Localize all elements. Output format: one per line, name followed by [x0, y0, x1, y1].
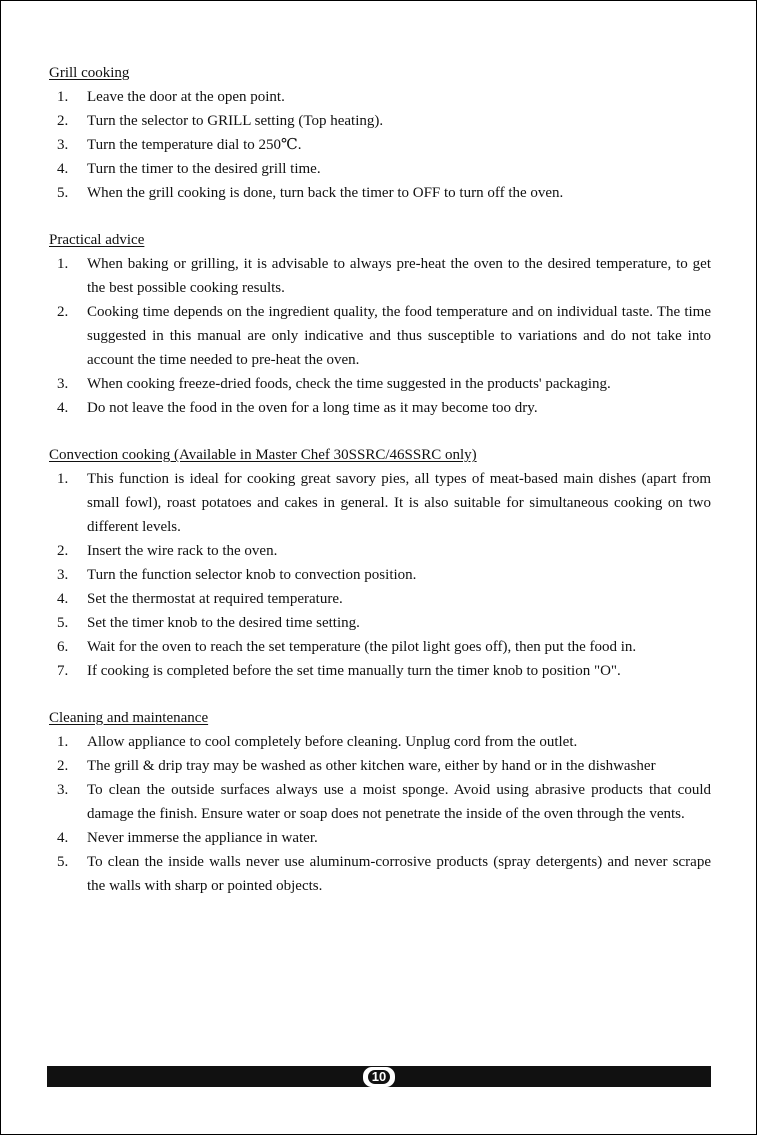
step-text: Turn the selector to GRILL setting (Top heating).	[87, 113, 384, 129]
step-number: 1.	[57, 734, 69, 750]
step-text: Set the thermostat at required temperature.	[87, 591, 343, 607]
section-heading: Practical advice	[49, 232, 145, 248]
step-list	[49, 85, 711, 205]
step-text: When cooking freeze-dried foods, check the time suggested in the products' packaging.	[87, 376, 611, 392]
step-list	[49, 467, 711, 683]
step-number: 2.	[57, 113, 69, 129]
step-text: To clean the inside walls never use aluminum-corrosive products (spray detergents) and never scrape the walls with sharp or pointed objects.	[87, 854, 711, 894]
step-text: Set the timer knob to the desired time setting.	[87, 615, 360, 631]
section-heading: Convection cooking (Available in Master Chef 30SSRC/46SSRC only)	[49, 447, 477, 463]
list-item	[49, 611, 711, 635]
step-number: 5.	[57, 854, 69, 870]
step-number: 4.	[57, 400, 69, 416]
step-text: When the grill cooking is done, turn back the timer to OFF to turn off the oven.	[87, 185, 564, 201]
step-text: Leave the door at the open point.	[87, 89, 285, 105]
step-text: Wait for the oven to reach the set temperature (the pilot light goes off), then put the food in.	[87, 639, 637, 655]
list-item	[49, 635, 711, 659]
step-number: 1.	[57, 256, 69, 272]
list-item	[49, 300, 711, 372]
step-text: When baking or grilling, it is advisable to always pre-heat the oven to the desired temperature, to get the best possible cooking results.	[87, 256, 711, 296]
step-number: 2.	[57, 304, 69, 320]
list-item	[49, 587, 711, 611]
page-content	[49, 61, 711, 921]
list-item	[49, 252, 711, 300]
step-number: 6.	[57, 639, 69, 655]
step-text: To clean the outside surfaces always use a moist sponge. Avoid using abrasive products that could damage the finish. Ensure water or soap does not penetrate the inside of the oven through the vents.	[87, 782, 711, 822]
step-number: 3.	[57, 567, 69, 583]
page-number-badge	[363, 1067, 395, 1087]
list-item	[49, 539, 711, 563]
step-number: 2.	[57, 758, 69, 774]
step-text: Do not leave the food in the oven for a long time as it may become too dry.	[87, 400, 538, 416]
step-number: 4.	[57, 161, 69, 177]
step-text: Insert the wire rack to the oven.	[87, 543, 278, 559]
step-text: The grill & drip tray may be washed as other kitchen ware, either by hand or in the dishwasher	[87, 758, 656, 774]
footer-bar	[47, 1066, 711, 1087]
step-text: Never immerse the appliance in water.	[87, 830, 318, 846]
list-item	[49, 659, 711, 683]
section-cleaning-maintenance	[49, 706, 711, 898]
step-number: 5.	[57, 615, 69, 631]
list-item	[49, 372, 711, 396]
step-text: Turn the function selector knob to convection position.	[87, 567, 417, 583]
step-number: 3.	[57, 376, 69, 392]
list-item	[49, 109, 711, 133]
step-text: Turn the temperature dial to 250℃.	[87, 137, 302, 153]
step-number: 2.	[57, 543, 69, 559]
step-number: 3.	[57, 137, 69, 153]
list-item	[49, 778, 711, 826]
step-text: This function is ideal for cooking great savory pies, all types of meat-based main dishes (apart from small fowl), roast potatoes and cakes in general. It is also suitable for simultaneous cooking on two different levels.	[87, 471, 711, 535]
list-item	[49, 754, 711, 778]
list-item	[49, 396, 711, 420]
page-number: 10	[368, 1070, 390, 1084]
section-heading: Grill cooking	[49, 65, 130, 81]
list-item	[49, 85, 711, 109]
step-number: 4.	[57, 591, 69, 607]
step-text: Cooking time depends on the ingredient quality, the food temperature and on individual taste. The time suggested in this manual are only indicative and thus susceptible to variations and do not take into account the time needed to pre-heat the oven.	[87, 304, 711, 368]
list-item	[49, 133, 711, 157]
step-list	[49, 730, 711, 898]
step-number: 4.	[57, 830, 69, 846]
section-convection-cooking	[49, 443, 711, 683]
step-text: Allow appliance to cool completely before cleaning. Unplug cord from the outlet.	[87, 734, 578, 750]
step-list	[49, 252, 711, 420]
step-text: Turn the timer to the desired grill time.	[87, 161, 321, 177]
step-number: 1.	[57, 89, 69, 105]
step-number: 5.	[57, 185, 69, 201]
step-number: 7.	[57, 663, 69, 679]
section-heading: Cleaning and maintenance	[49, 710, 209, 726]
list-item	[49, 730, 711, 754]
list-item	[49, 157, 711, 181]
step-number: 3.	[57, 782, 69, 798]
list-item	[49, 467, 711, 539]
section-grill-cooking	[49, 61, 711, 205]
step-number: 1.	[57, 471, 69, 487]
list-item	[49, 826, 711, 850]
list-item	[49, 181, 711, 205]
list-item	[49, 563, 711, 587]
step-text: If cooking is completed before the set time manually turn the timer knob to position "O".	[87, 663, 621, 679]
list-item	[49, 850, 711, 898]
section-practical-advice	[49, 228, 711, 420]
